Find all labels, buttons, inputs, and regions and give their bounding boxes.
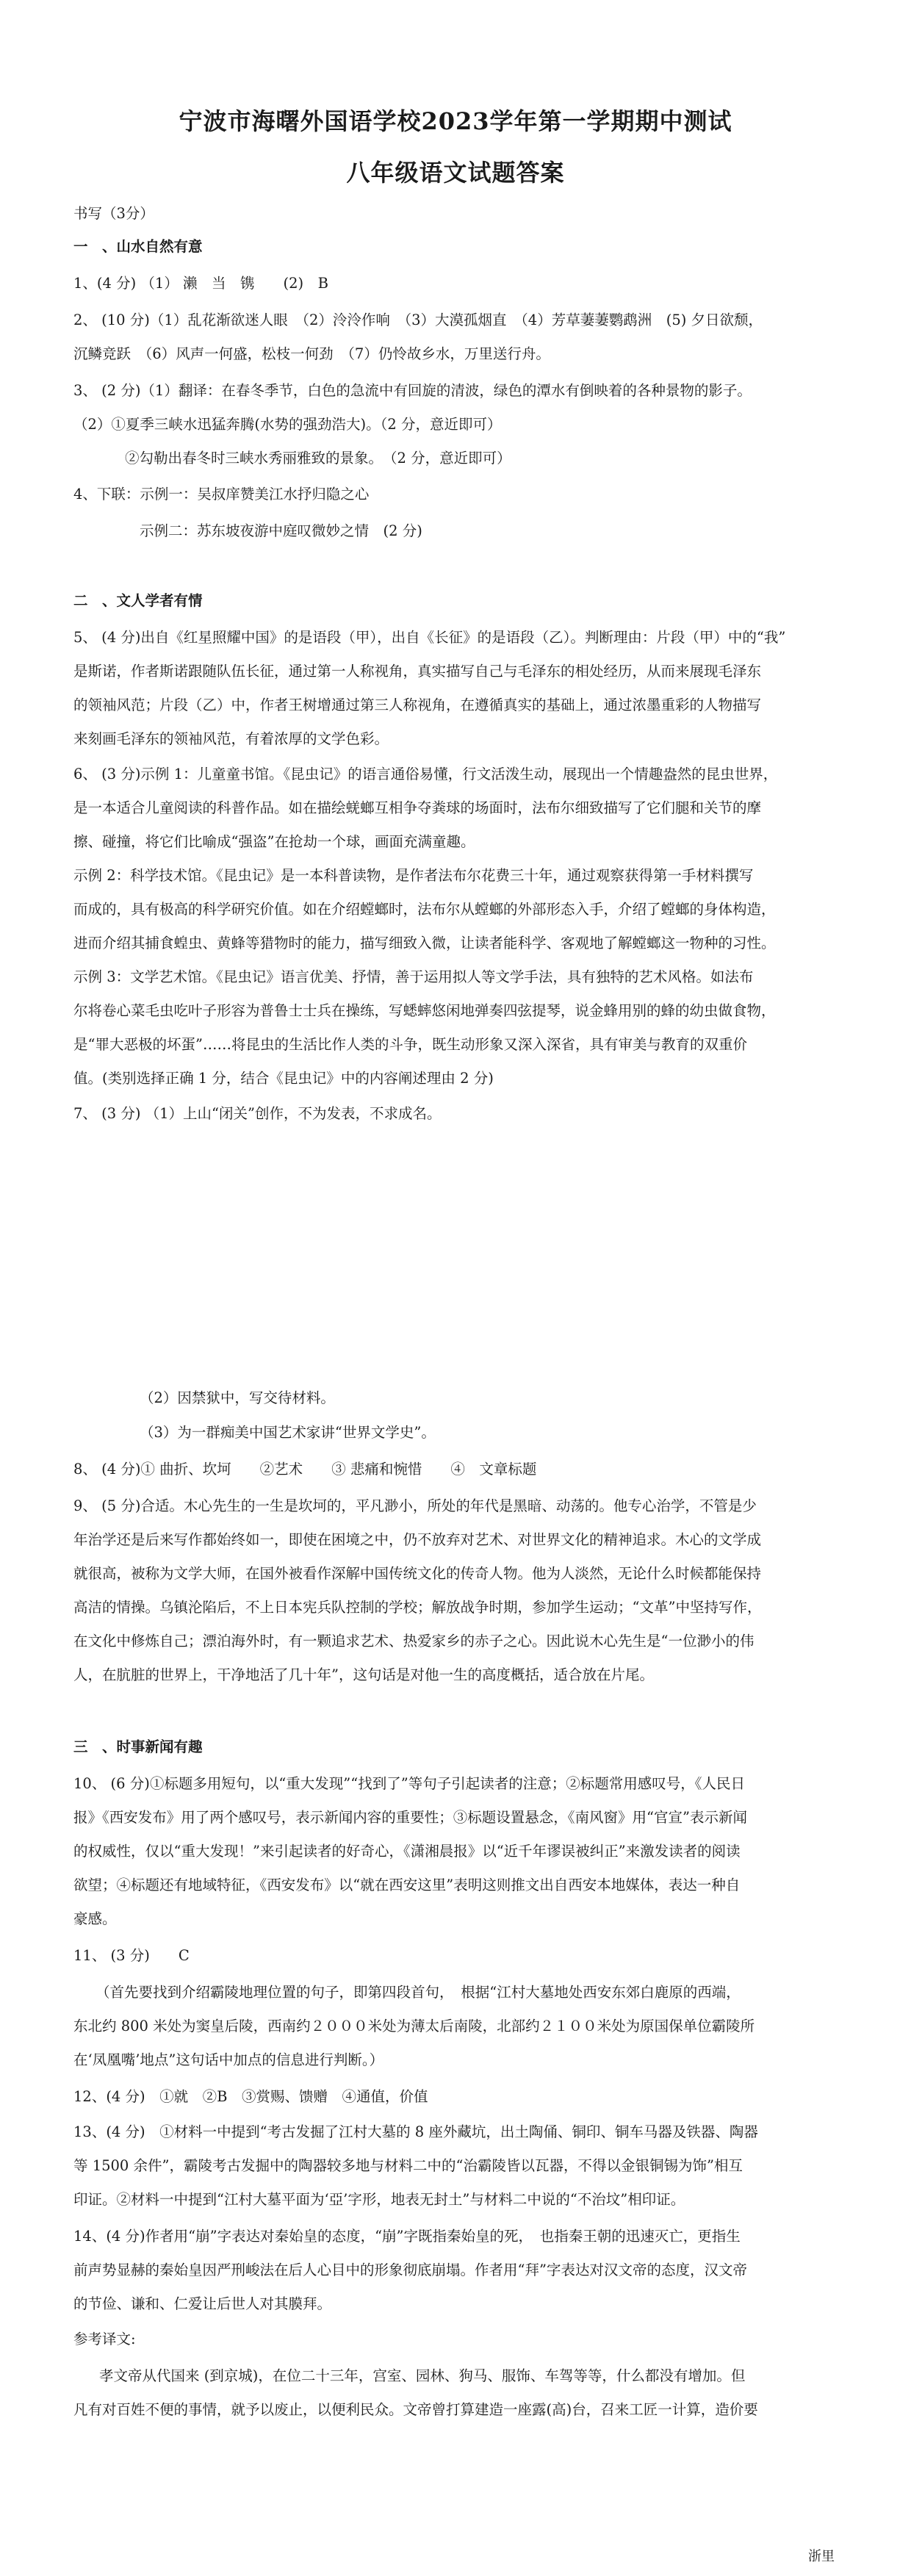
answer-q7-line2: （2）因禁狱中，写交待材料。 <box>140 1389 335 1406</box>
answer-q14-line: 14、(4 分)作者用“崩”字表达对秦始皇的态度，“崩”字既指秦始皇的死， 也指秦王朝的迅速灭亡，更指生 <box>73 2228 741 2245</box>
blank-space <box>73 1135 838 1348</box>
answer-q4-line2: 示例二：苏东坡夜游中庭叹微妙之情 (2 分) <box>140 522 422 539</box>
answer-q6-line: 6、 (3 分)示例 1：儿童童书馆。《昆虫记》的语言通俗易懂，行文活泼生动，展现出一个情趣盎然的昆虫世界， <box>73 766 778 782</box>
answer-q9-line: 高洁的情操。乌镇沦陷后，不上日本宪兵队控制的学校；解放战争时期，参加学生运动；“文革”中坚持写作， <box>73 1599 762 1616</box>
answer-q13-line: 等 1500 余件”，霸陵考古发掘中的陶器较多地与材料二中的“治霸陵皆以瓦器，不得以金银铜锡为饰”相互 <box>73 2157 743 2174</box>
answer-q1: 1、(4 分) （1） 濑 当 镌 (2) B <box>73 275 328 292</box>
writing-score: 书写（3分） <box>73 205 154 222</box>
answer-q13-line: 印证。②材料一中提到“江村大墓平面为‘亞’字形，地表无封土”与材料二中说的“不治坟”相印证。 <box>73 2191 685 2208</box>
answer-q11-note-line: 东北约 800 米处为窦皇后陵，西南约２０００米处为薄太后南陵，北部约２１００米处为原国保单位霸陵所 <box>73 2018 755 2034</box>
answer-q6-line: 尔将卷心菜毛虫吃叶子形容为普鲁士士兵在操练，写蟋蟀悠闲地弹奏四弦提琴，说金蜂用别的蜂的幼虫做食物， <box>73 1002 776 1019</box>
answer-q4-line1: 4、下联：示例一：吴叔庠赞美江水抒归隐之心 <box>73 486 370 503</box>
answer-q6-line: 是一本适合儿童阅读的科普作品。如在描绘蜣螂互相争夺粪球的场面时，法布尔细致描写了它们腿和关节的摩 <box>73 799 762 816</box>
section-heading-1: 一 、山水自然有意 <box>73 238 203 255</box>
answer-q10-line: 欲望；④标题还有地域特征，《西安发布》以“就在西安这里”表明这则推文出自西安本地媒体，表达一种自 <box>73 1877 741 1893</box>
answer-q6-line: 而成的，具有极高的科学研究价值。如在介绍螳螂时，法布尔从螳螂的外部形态入手，介绍了螳螂的身体构造， <box>73 901 776 918</box>
answer-q5-line: 5、 (4 分)出自《红星照耀中国》的是语段（甲），出自《长征》的是语段（乙）。判断理由：片段（甲）中的“我” <box>73 629 786 646</box>
answer-q9-line: 年治学还是后来写作都始终如一，即使在困境之中，仍不放弃对艺术、对世界文化的精神追求。木心的文学成 <box>73 1531 762 1548</box>
footer-mark: 浙里 <box>808 2549 835 2564</box>
answer-q10-line: 豪感。 <box>73 1910 117 1927</box>
answer-q8: 8、 (4 分)① 曲折、坎坷 ②艺术 ③ 悲痛和惋惜 ④ 文章标题 <box>73 1461 537 1478</box>
answer-q2-line2: 沉鳞竞跃 （6）风声一何盛，松枝一何劲 （7）仍怜故乡水，万里送行舟。 <box>73 345 550 362</box>
answer-q6-line: 是“罪大恶极的坏蛋”……将昆虫的生活比作人类的斗争，既生动形象又深入深省，具有审美与教育的双重价 <box>73 1036 747 1053</box>
answer-q3-line3: ②勾勒出春冬时三峡水秀丽雅致的景象。 （2 分，意近即可） <box>125 450 511 467</box>
answer-q9-line: 人，在肮脏的世界上，干净地活了几十年”，这句话是对他一生的高度概括，适合放在片尾。 <box>73 1666 654 1683</box>
answer-q9-line: 9、 (5 分)合适。木心先生的一生是坎坷的，平凡渺小，所处的年代是黑暗、动荡的。他专心治学，不管是少 <box>73 1497 757 1514</box>
answer-q10-line: 的权威性，仅以“重大发现！”来引起读者的好奇心，《潇湘晨报》以“近千年谬误被纠正”来激发读者的阅读 <box>73 1843 741 1860</box>
answer-q7-line1: 7、 (3 分) （1）上山“闭关”创作，不为发表，不求成名。 <box>73 1105 442 1122</box>
answer-q5-line: 的领袖风范；片段（乙）中，作者王树增通过第三人称视角，在遵循真实的基础上，通过浓墨重彩的人物描写 <box>73 697 762 713</box>
answer-q10-line: 报》《西安发布》用了两个感叹号，表示新闻内容的重要性；③标题设置悬念，《南风窗》用“官宣”表示新闻 <box>73 1809 747 1826</box>
answer-q7-line3: （3）为一群痴美中国艺术家讲“世界文学史”。 <box>140 1424 436 1441</box>
answer-q3-line1: 3、 (2 分)（1）翻译：在春冬季节，白色的急流中有回旋的清波，绿色的潭水有倒映着的各种景物的影子。 <box>73 382 752 399</box>
reference-translation-label: 参考译文: <box>73 2331 136 2347</box>
translation-line: 凡有对百姓不便的事情，就予以废止，以便利民众。文帝曾打算建造一座露(高)台，召来工匠一计算，造价要 <box>73 2401 758 2418</box>
answer-q11: 11、 (3 分) C <box>73 1947 190 1964</box>
answer-q14-line: 前声势显赫的秦始皇因严刑峻法在后人心目中的形象彻底崩塌。作者用“拜”字表达对汉文帝的态度，汉文帝 <box>73 2262 747 2278</box>
answer-q6-line: 进而介绍其捕食蝗虫、黄蜂等猎物时的能力，描写细致入微，让读者能科学、客观地了解螳螂这一物种的习性。 <box>73 935 776 951</box>
answer-q6-line: 示例 2：科学技术馆。《昆虫记》是一本科普读物，是作者法布尔花费三十年，通过观察获得第一手材料撰写 <box>73 867 754 884</box>
answer-q5-line: 是斯诺，作者斯诺跟随队伍长征，通过第一人称视角，真实描写自己与毛泽东的相处经历，从而来展现毛泽东 <box>73 663 762 680</box>
answer-q14-line: 的节俭、谦和、仁爱让后世人对其膜拜。 <box>73 2295 332 2312</box>
answer-q6-line: 擦、碰撞，将它们比喻成“强盗”在抢劫一个球，画面充满童趣。 <box>73 833 475 850</box>
answer-q6-line: 示例 3：文学艺术馆。《昆虫记》语言优美、抒情，善于运用拟人等文学手法，具有独特的艺术风格。如法布 <box>73 968 754 985</box>
translation-line: 孝文帝从代国来 (到京城)，在位二十三年，宫室、园林、狗马、服饰、车驾等等，什么都没有增加。但 <box>99 2367 746 2384</box>
page-subtitle: 八年级语文试题答案 <box>346 159 565 187</box>
answer-q13-line: 13、(4 分) ①材料一中提到“考古发掘了江村大墓的 8 座外藏坑，出土陶俑、铜印、铜车马器及铁器、陶器 <box>73 2123 758 2140</box>
answer-q2-line1: 2、 (10 分)（1）乱花渐欲迷人眼 （2）泠泠作响 （3）大漠孤烟直 （4）芳草萋萋鹦鹉洲 (5) 夕日欲颓， <box>73 312 763 328</box>
answer-q9-line: 在文化中修炼自己；漂泊海外时，有一颗追求艺术、热爱家乡的赤子之心。因此说木心先生是“一位渺小的伟 <box>73 1633 755 1649</box>
answer-q5-line: 来刻画毛泽东的领袖风范，有着浓厚的文学色彩。 <box>73 730 389 747</box>
answer-q11-note-line: 在‘凤凰嘴’地点”这句话中加点的信息进行判断。） <box>73 2051 384 2068</box>
answer-q11-note-line: （首先要找到介绍霸陵地理位置的句子，即第四段首句， 根据“江村大墓地处西安东郊白鹿原的西端， <box>96 1984 741 2001</box>
answer-q12: 12、(4 分) ①就 ②B ③赏赐、馈赠 ④通值，价值 <box>73 2088 428 2105</box>
answer-q3-line2: （2）①夏季三峡水迅猛奔腾(水势的强劲浩大)。（2 分，意近即可） <box>73 416 502 433</box>
page-title: 宁波市海曙外国语学校2023学年第一学期期中测试 <box>179 107 732 135</box>
section-heading-3: 三 、时事新闻有趣 <box>73 1738 203 1755</box>
answer-q9-line: 就很高，被称为文学大师，在国外被看作深解中国传统文化的传奇人物。他为人淡然，无论什么时候都能保持 <box>73 1565 762 1582</box>
answer-q6-line: 值。(类别选择正确 1 分，结合《昆虫记》中的内容阐述理由 2 分) <box>73 1070 494 1087</box>
section-heading-2: 二 、文人学者有情 <box>73 592 203 609</box>
answer-q10-line: 10、 (6 分)①标题多用短句，以“重大发现”“找到了”等句子引起读者的注意；②标题常用感叹号，《人民日 <box>73 1775 745 1792</box>
